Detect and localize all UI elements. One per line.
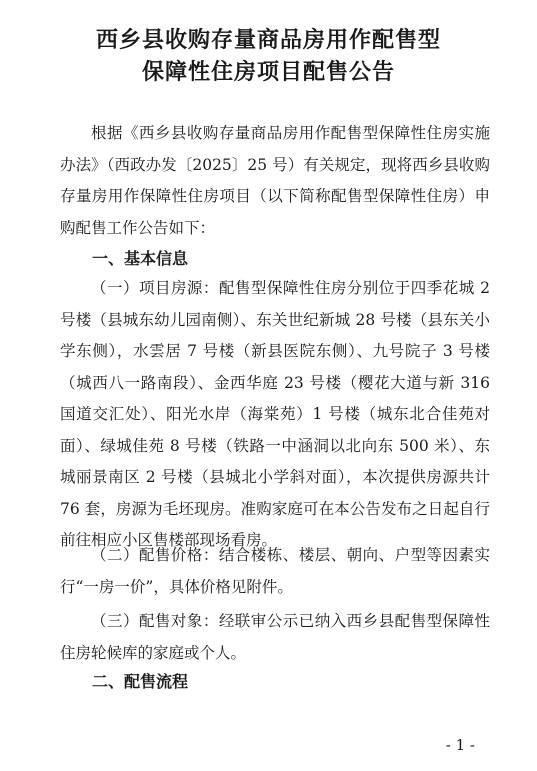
item1-paragraph: （一）项目房源：配售型保障性住房分别位于四季花城 2 号楼（县城东幼儿园南侧）、东关世纪新城 28 号楼（县东关小学东侧），水雲居 7 号楼（新县医院东侧）、九号院子 3 号楼（城西八一路南段）、金西华庭 23 号楼（樱花大道与新 316 国道交汇处）、阳光水岸（海棠苑）1 号楼（城东北合佳苑对面）、绿城佳苑 8 号楼（铁路一中涵洞以北向东 500 米）、东城丽景南区 2 号楼（县城北小学斜对面），本次提供房源共计 76 套，房源为毛坯现房。准购家庭可在本公告发布之日起自行前往相应小区售楼部现场看房。: [60, 279, 490, 549]
item3-paragraph: （三）配售对象：经联审公示已纳入西乡县配售型保障性住房轮候库的家庭或个人。: [60, 612, 490, 662]
page-number: - 1 -: [445, 736, 475, 754]
document-title-line2: 保障性住房项目配售公告: [141, 59, 395, 85]
section2-heading: 二、配售流程: [92, 672, 189, 691]
item2-paragraph: （二）配售价格：结合楼栋、楼层、朝向、户型等因素实行“一房一价”，具体价格见附件。: [60, 546, 490, 596]
section1-heading: 一、基本信息: [92, 249, 189, 268]
intro-paragraph: 根据《西乡县收购存量商品房用作配售型保障性住房实施办法》（西政办发〔2025〕25 号）有关规定，现将西乡县收购存量房用作保障性住房项目（以下简称配售型保障性住房）申购配售工作公告如下：: [60, 124, 490, 237]
document-title-line1: 西乡县收购存量商品房用作配售型: [95, 27, 441, 53]
